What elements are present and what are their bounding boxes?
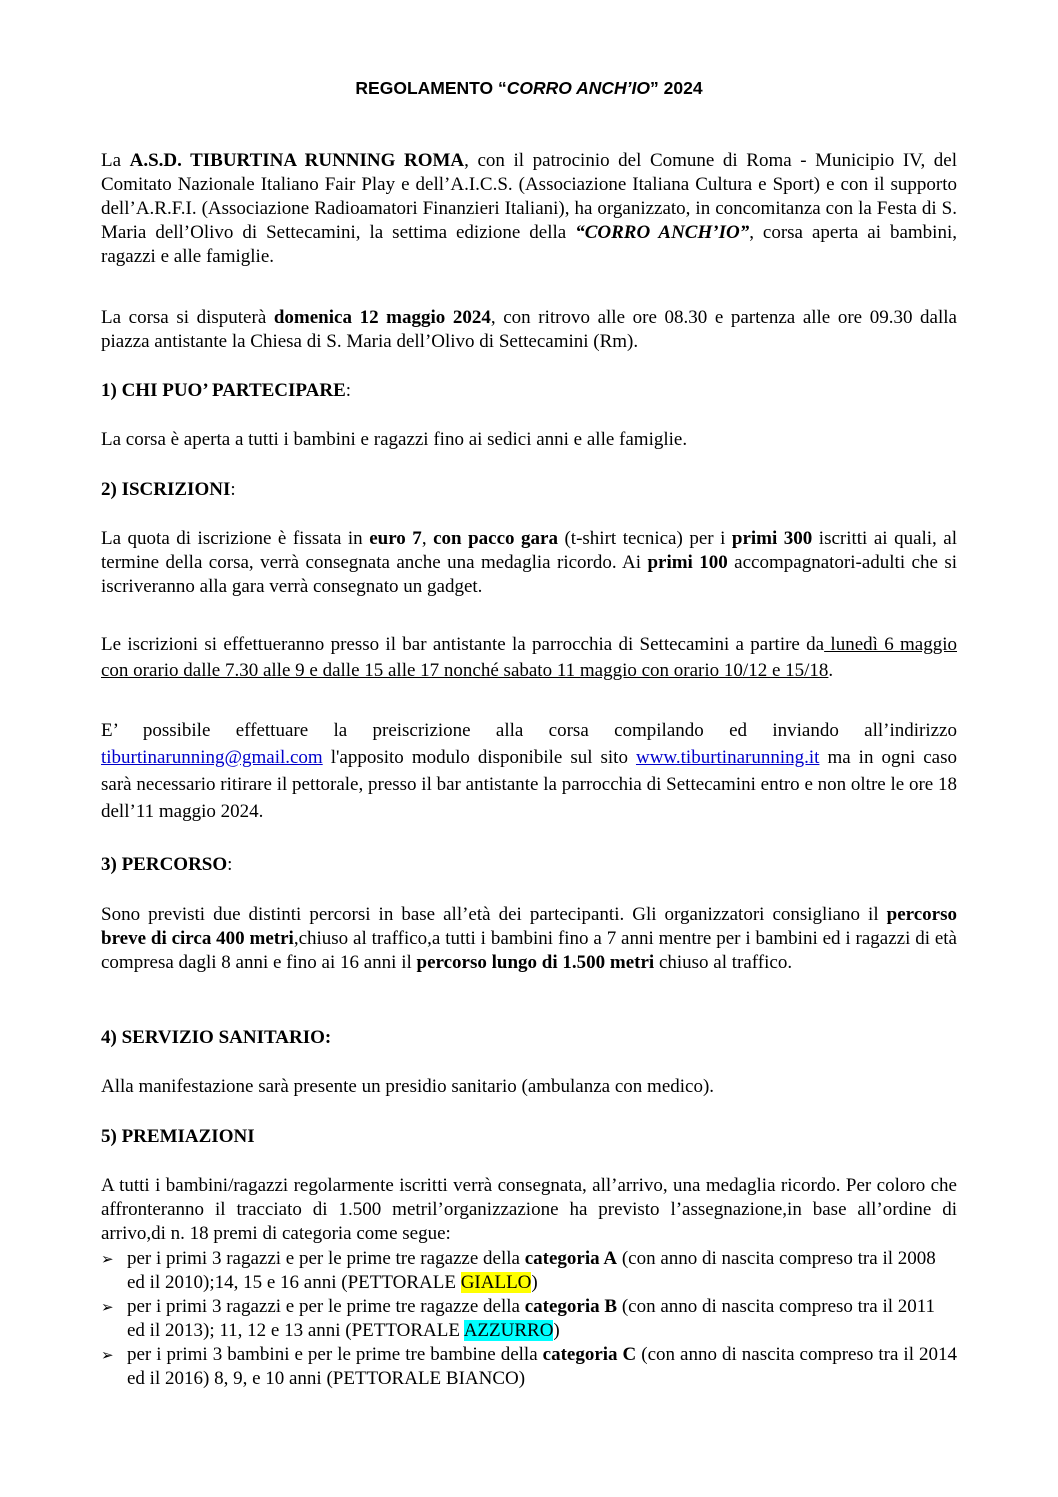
fee-paragraph: La quota di iscrizione è fissata in euro 7, con pacco gara (t-shirt tecnica) per i primi 300 iscritti ai quali, al termine della corsa, verrà consegnata anche una medaglia ricordo. Ai primi 100 accompagnatori-adulti che si iscriveranno alla gara verrà consegnato un gadget.	[101, 528, 958, 597]
event-date: domenica 12 maggio 2024	[273, 307, 491, 328]
event-name: “CORRO ANCH’IO”	[575, 222, 750, 243]
section-text: La corsa è aperta a tutti i bambini e ragazzi fino ai sedici anni e alle famiglie.	[101, 429, 688, 450]
section-heading: 1) CHI PUO’ PARTECIPARE:	[101, 380, 352, 401]
section-text: Alla manifestazione sarà presente un presidio sanitario (ambulanza con medico).	[101, 1076, 715, 1097]
date-paragraph: La corsa si disputerà domenica 12 maggio 2024, con ritrovo alle ore 08.30 e partenza alle ore 09.30 dalla piazza antistante la Chiesa di S. Maria dell’Olivo di Settecamini (Rm).	[101, 307, 957, 352]
section-heading: 2) ISCRIZIONI:	[101, 479, 236, 500]
arrow-bullet-icon: ➢	[101, 1250, 114, 1268]
preregistration-paragraph: E’ possibile effettuare la preiscrizione alla corsa compilando ed inviando all’indirizzo tiburtinarunning@gmail.com l'apposito modulo disponibile sul sito www.tiburtinarunning.it ma in ogni caso sarà necessario ritirare il pettorale, presso il bar antistante la parrocchia di Settecamini entro e non oltre le ore 18 dell’11 maggio 2024.	[101, 720, 957, 822]
list-item: ➢ per i primi 3 ragazzi e per le prime tre ragazze della categoria B (con anno di nascita compreso tra il 2011 ed il 2013); 11, 12 e 13 anni (PETTORALE AZZURRO)	[101, 1296, 936, 1341]
list-item: ➢ per i primi 3 bambini e per le prime tre bambine della categoria C (con anno di nascita compreso tra il 2014 ed il 2016) 8, 9, e 10 anni (PETTORALE BIANCO)	[101, 1344, 957, 1389]
bib-color-yellow: GIALLO	[460, 1272, 532, 1293]
section-heading: 4) SERVIZIO SANITARIO:	[101, 1027, 332, 1048]
arrow-bullet-icon: ➢	[101, 1346, 114, 1364]
award-category-list	[101, 1247, 957, 1391]
organizer-name: A.S.D. TIBURTINA RUNNING ROMA	[129, 150, 465, 171]
website-link[interactable]: www.tiburtinarunning.it	[635, 747, 820, 768]
list-item: ➢ per i primi 3 ragazzi e per le prime tre ragazze della categoria A (con anno di nascita compreso tra il 2008 ed il 2010);14, 15 e 16 anni (PETTORALE GIALLO)	[101, 1248, 936, 1293]
page-title: REGOLAMENTO “CORRO ANCH’IO” 2024	[355, 78, 703, 98]
bib-color-blue: AZZURRO	[463, 1320, 554, 1341]
section-heading: 3) PERCORSO:	[101, 854, 233, 875]
section-heading: 5) PREMIAZIONI	[101, 1126, 255, 1147]
intro-paragraph: La A.S.D. TIBURTINA RUNNING ROMA, con il patrocinio del Comune di Roma - Municipio IV, del Comitato Nazionale Italiano Fair Play e dell’A.I.C.S. (Associazione Italiana Cultura e Sport) e con il supporto dell’A.R.F.I. (Associazione Radioamatori Finanzieri Italiani), ha organizzato, in concomitanza con la Festa di S. Maria dell’Olivo di Settecamini, la settima edizione della “CORRO ANCH’IO”, corsa aperta ai bambini, ragazzi e alle famiglie.	[101, 150, 957, 267]
awards-paragraph: A tutti i bambini/ragazzi regolarmente iscritti verrà consegnata, all’arrivo, una medaglia ricordo. Per coloro che affronteranno il tracciato di 1.500 metril’organizzazione ha previsto l’assegnazione,in base all’ordine di arrivo,di n. 18 premi di categoria come segue:	[101, 1175, 957, 1244]
arrow-bullet-icon: ➢	[101, 1298, 114, 1316]
registration-paragraph: Le iscrizioni si effettueranno presso il bar antistante la parrocchia di Settecamini a partire da lunedì 6 maggio con orario dalle 7.30 alle 9 e dalle 15 alle 17 nonché sabato 11 maggio con orario 10/12 e 15/18.	[101, 634, 958, 681]
route-paragraph: Sono previsti due distinti percorsi in base all’età dei partecipanti. Gli organizzatori consigliano il percorso breve di circa 400 metri,chiuso al traffico,a tutti i bambini fino a 7 anni mentre per i bambini ed i ragazzi di età compresa dagli 8 anni e fino ai 16 anni il percorso lungo di 1.500 metri chiuso al traffico.	[101, 904, 957, 973]
email-link[interactable]: tiburtinarunning@gmail.com	[101, 747, 323, 768]
